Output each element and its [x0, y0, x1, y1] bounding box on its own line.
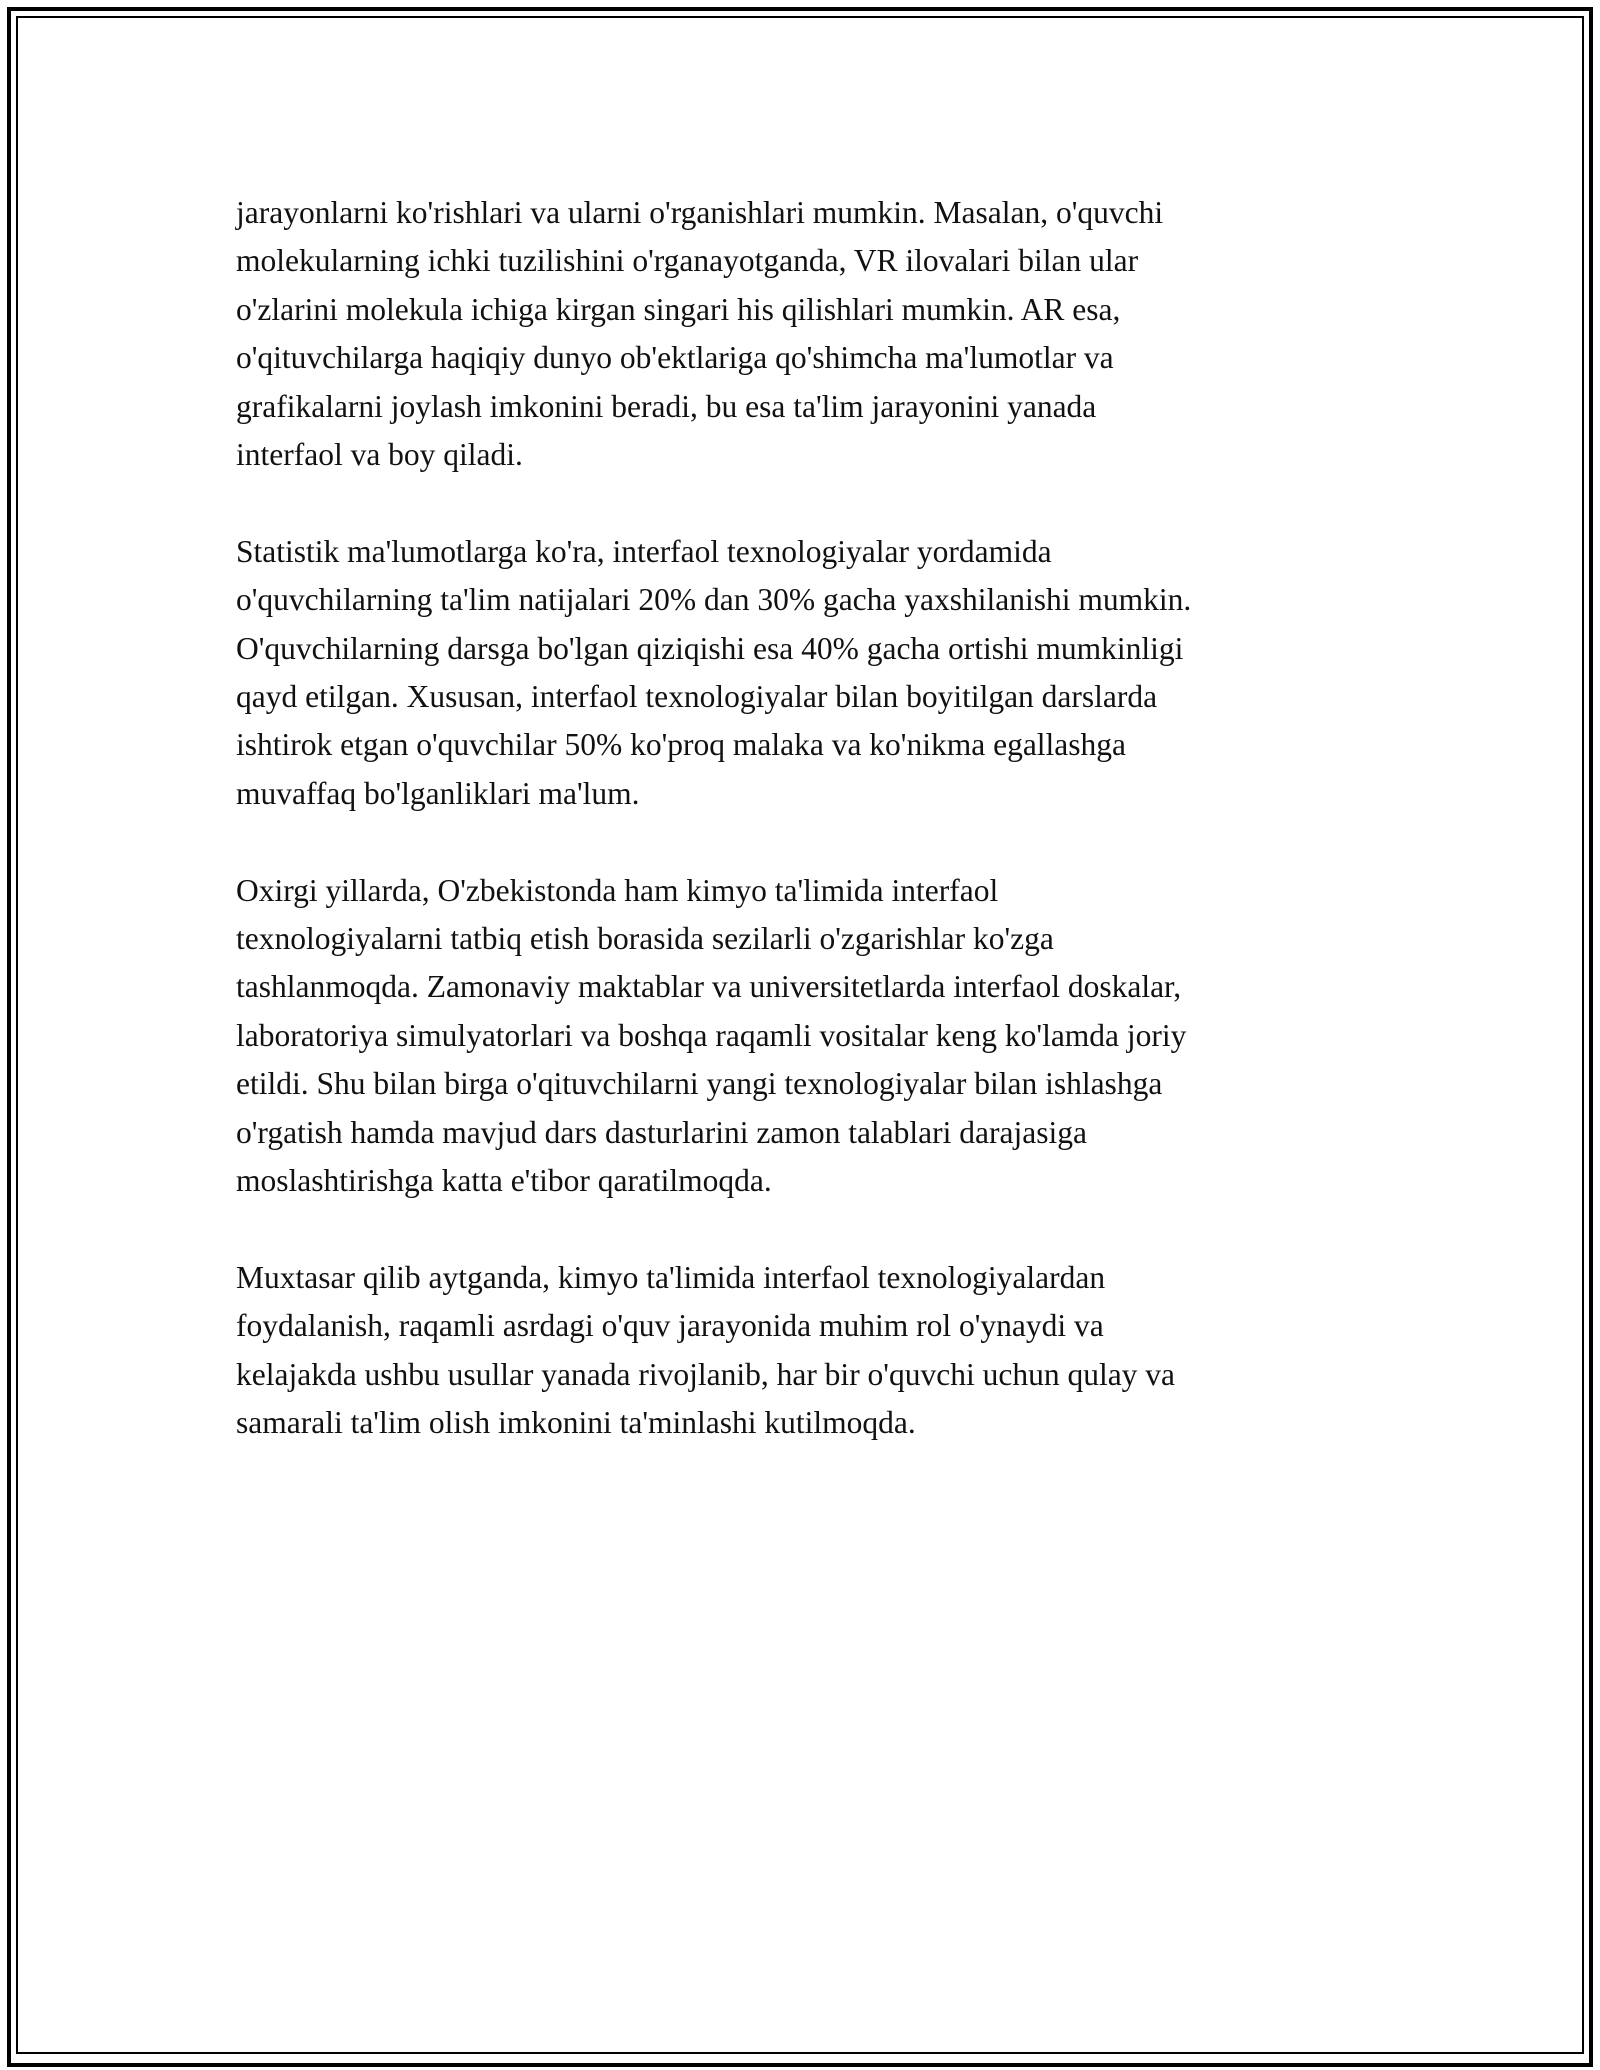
paragraph-uzbekistan: Oxirgi yillarda, O'zbekistonda ham kimyo ta'limida interfaol texnologiyalarni tatbiq etish borasida sezilarli o'zgarishlar ko'zga tashlanmoqda. Zamonaviy maktablar va universitetlarda interfaol doskalar, laboratoriya simulyatorlari va boshqa raqamli vositalar keng ko'lamda joriy etildi. Shu bilan birga o'qituvchilarni yangi texnologiyalar bilan ishlashga o'rgatish hamda mavjud dars dasturlarini zamon talablari darajasiga moslashtirishga katta e'tibor qaratilmoqda. — [236, 872, 1187, 1199]
document-body — [236, 189, 1366, 1496]
paragraph-conclusion: Muxtasar qilib aytganda, kimyo ta'limida interfaol texnologiyalardan foydalanish, raqamli asrdagi o'quv jarayonida muhim rol o'ynaydi va kelajakda ushbu usullar yanada rivojlanib, har bir o'quvchi uchun qulay va samarali ta'lim olish imkonini ta'minlashi kutilmoqda. — [236, 1259, 1176, 1441]
paragraph-vr-ar: jarayonlarni ko'rishlari va ularni o'rganishlari mumkin. Masalan, o'quvchi molekularning ichki tuzilishini o'rganayotganda, VR ilovalari bilan ular o'zlarini molekula ichiga kirgan singari his qilishlari mumkin. AR esa, o'qituvchilarga haqiqiy dunyo ob'ektlariga qo'shimcha ma'lumotlar va grafikalarni joylash imkonini beradi, bu esa ta'lim jarayonini yanada interfaol va boy qiladi. — [236, 195, 1164, 473]
paragraph-statistics: Statistik ma'lumotlarga ko'ra, interfaol texnologiyalar yordamida o'quvchilarning ta'lim natijalari 20% dan 30% gacha yaxshilanishi mumkin. O'quvchilarning darsga bo'lgan qiziqishi esa 40% gacha ortishi mumkinligi qayd etilgan. Xususan, interfaol texnologiyalar bilan boyitilgan darslarda ishtirok etgan o'quvchilar 50% ko'proq malaka va ko'nikma egallashga muvaffaq bo'lganliklari ma'lum. — [236, 533, 1192, 811]
